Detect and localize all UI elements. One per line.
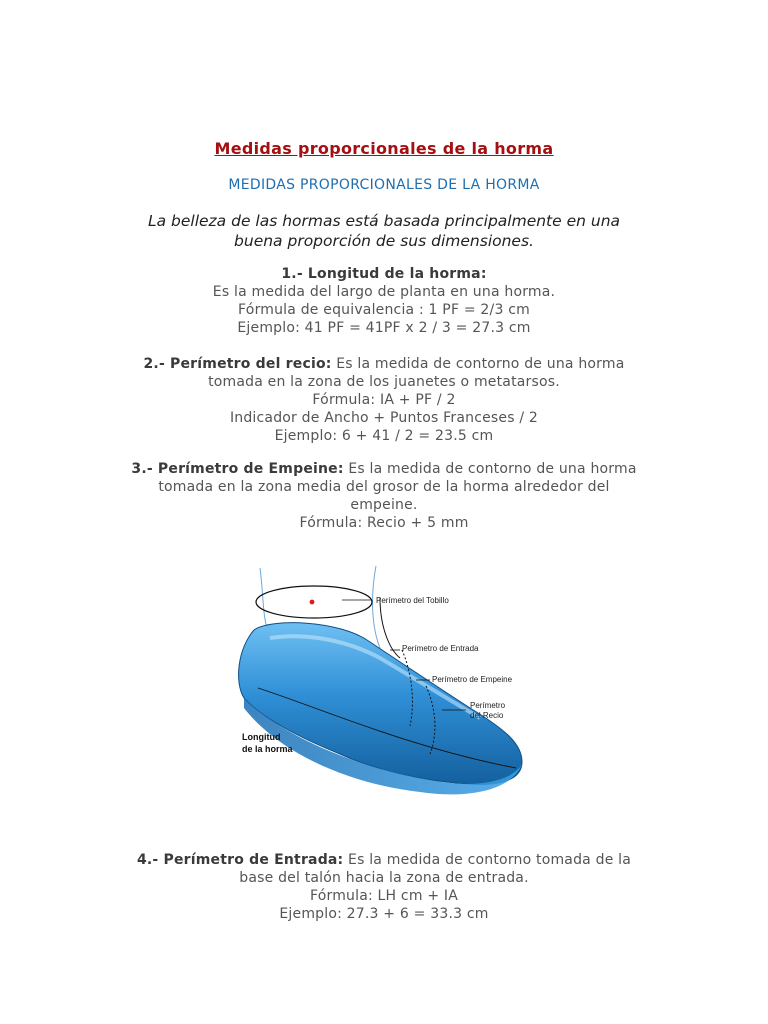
section-heading: 2.- Perímetro del recio: — [143, 356, 332, 372]
section-line: Es la medida del largo de planta en una horma. — [212, 284, 556, 300]
section-line: tomada en la zona de los juanetes o metatarsos. — [208, 374, 560, 390]
section-heading: 4.- Perímetro de Entrada: — [136, 852, 344, 868]
shoe-last-diagram — [230, 558, 550, 808]
shoe-last-illustration — [230, 558, 550, 808]
section-line: Fórmula de equivalencia : 1 PF = 2/3 cm — [238, 302, 530, 318]
intro-line: La belleza de las hormas está basada principalmente en una — [147, 212, 621, 230]
section-line: Ejemplo: 6 + 41 / 2 = 23.5 cm — [274, 428, 494, 444]
section-line: Fórmula: LH cm + IA — [309, 888, 459, 904]
section-heading: 1.- Longitud de la horma: — [281, 266, 487, 282]
section-line: tomada en la zona media del grosor de la horma alrededor del — [158, 479, 610, 495]
section-heading: 3.- Perímetro de Empeine: — [131, 461, 344, 477]
document-subtitle: MEDIDAS PROPORCIONALES DE LA HORMA — [228, 177, 540, 193]
label-entrada: Perímetro de Entrada — [402, 644, 479, 653]
section-line: Ejemplo: 41 PF = 41PF x 2 / 3 = 27.3 cm — [237, 320, 531, 336]
section-line: base del talón hacia la zona de entrada. — [239, 870, 529, 886]
section-line: Es la medida de contorno tomada de la — [343, 852, 632, 868]
label-recio: Perímetro — [470, 701, 506, 710]
document-title: Medidas proporcionales de la horma — [214, 139, 554, 158]
section-longitud — [0, 265, 768, 337]
label-tobillo: Perímetro del Tobillo — [376, 596, 449, 605]
section-line: Fórmula: IA + PF / 2 — [312, 392, 456, 408]
section-entrada — [0, 851, 768, 923]
section-line: Es la medida de contorno de una horma — [331, 356, 625, 372]
section-line: Es la medida de contorno de una horma — [343, 461, 637, 477]
intro-text — [0, 211, 768, 251]
ankle-marker — [310, 600, 315, 605]
section-recio — [0, 355, 768, 445]
section-line: Ejemplo: 27.3 + 6 = 33.3 cm — [279, 906, 489, 922]
section-empeine — [0, 460, 768, 532]
label-empeine: Perímetro de Empeine — [432, 675, 513, 684]
section-line: empeine. — [350, 497, 418, 513]
section-line: Fórmula: Recio + 5 mm — [299, 515, 469, 531]
label-longitud: Longitud — [242, 732, 281, 742]
label-recio: del Recio — [470, 711, 504, 720]
section-line: Indicador de Ancho + Puntos Franceses / 2 — [229, 410, 539, 426]
label-longitud: de la horma — [242, 744, 293, 754]
entrada-perimeter-line — [380, 598, 400, 658]
leg-outline — [373, 566, 380, 648]
intro-line: buena proporción de sus dimensiones. — [234, 232, 534, 250]
